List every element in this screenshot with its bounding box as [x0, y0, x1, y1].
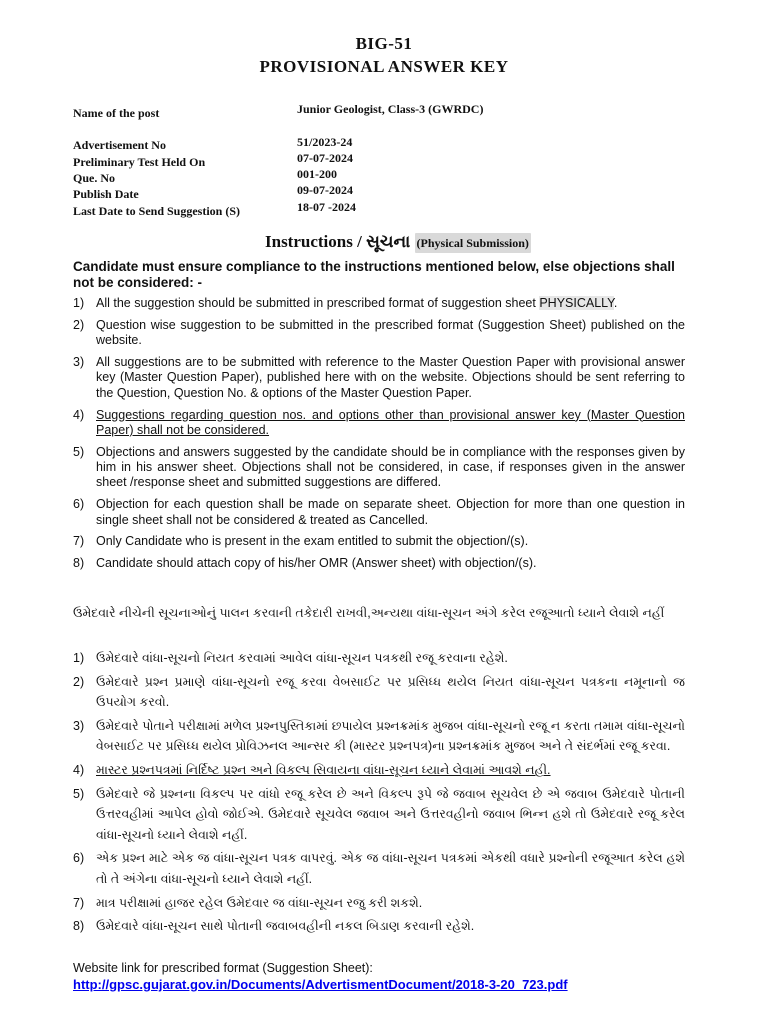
instructions-heading: [265, 232, 531, 252]
list-item: [73, 408, 685, 439]
list-item-text: ઉમેદવારે પ્રશ્ન પ્રમાણે વાંધા-સૂચનો રજૂ કરવા વેબસાઈટ પર પ્રસિધ્ધ થયેલ નિયત વાંધા-સૂચન પત્રકના નમૂનાનો જ ઉપયોગ કરવો.: [96, 674, 685, 710]
list-item-number: 8): [73, 556, 85, 571]
list-item: [73, 916, 685, 937]
list-item: [73, 672, 685, 713]
list-item-text: Candidate should attach copy of his/her OMR (Answer sheet) with objection/(s).: [96, 556, 537, 571]
list-item-text: ઉમેદવારે વાંધા-સૂચનો નિયત કરવામાં આવેલ વાંધા-સૂચન પત્રકથી રજૂ કરવાના રહેશે.: [96, 651, 508, 665]
meta-label-publish-date: Publish Date: [73, 187, 139, 201]
meta-value-test-date: 07-07-2024: [297, 151, 353, 165]
gujarati-instructions-intro: ઉમેદવારે નીચેની સૂચનાઓનું પાલન કરવાની તકેદારી રાખવી,અન્યથા વાંધા-સૂચન અંગે કરેલ રજૂઆતો ધ્યાને લેવાશે નહીં: [73, 606, 665, 620]
list-item-number: 2): [73, 674, 85, 689]
physical-submission-tag: (Physical Submission): [415, 233, 531, 253]
list-item-number: 5): [73, 444, 85, 459]
list-item-number: 6): [73, 497, 85, 512]
meta-value-post: Junior Geologist, Class-3 (GWRDC): [297, 102, 484, 116]
list-item: [73, 445, 685, 491]
list-item-text: Only Candidate who is present in the exam entitled to submit the objection/(s).: [96, 534, 529, 549]
list-item-text: Objection for each question shall be made on separate sheet. Objection for more than one question in single sheet shall not be considered & treated as Cancelled.: [96, 497, 685, 527]
list-item-number: 8): [73, 919, 85, 934]
list-item: [73, 556, 685, 571]
list-item-text: માત્ર પરીક્ષામાં હાજર રહેલ ઉમેદવાર જ વાંધા-સૂચન રજુ કરી શકશે.: [96, 895, 423, 910]
english-instructions-list: [73, 296, 685, 578]
list-item-text: All suggestions are to be submitted with reference to the Master Question Paper with provisional answer key (Master Question Paper), published here with on the website. Objections should be sent referring to the Question, Question No. & options of the Master Question Paper.: [96, 355, 685, 400]
list-item-number: 2): [73, 317, 85, 332]
list-item: [73, 318, 685, 349]
list-item-text: Question wise suggestion to be submitted in the prescribed format (Suggestion Sheet) published on the website.: [96, 317, 685, 348]
meta-value-advertisement: 51/2023-24: [297, 135, 353, 149]
website-link-label: Website link for prescribed format (Suggestion Sheet):: [73, 961, 373, 975]
list-item-number: 3): [73, 718, 85, 733]
list-item: [73, 893, 685, 914]
list-item: [73, 848, 685, 889]
list-item-number: 1): [73, 651, 85, 665]
list-item-text-underlined: માસ્ટર પ્રશ્નપત્રમાં નિર્દિષ્ટ પ્રશ્ન અને વિકલ્પ સિવાયના વાંધા-સૂચન ધ્યાને લેવામાં આવશે નહી.: [96, 762, 551, 777]
gujarati-instructions-list: [73, 648, 685, 940]
list-item: [73, 760, 685, 781]
list-item-number: 6): [73, 851, 85, 866]
list-item: [73, 716, 685, 757]
list-item-number: 3): [73, 355, 85, 370]
highlighted-word: PHYSICALLY: [539, 296, 614, 310]
list-item-text: Objections and answers suggested by the candidate should be in compliance with the responses given by him in his answer sheet. Objections shall not be considered, in case, if responses given in the answer sheet /response sheet and submitted suggestions are differed.: [96, 444, 685, 490]
list-item: [73, 534, 685, 549]
list-item-text: ઉમેદવારે પોતાને પરીક્ષામાં મળેલ પ્રશ્નપુસ્તિકામાં છપાયેલ પ્રશ્નક્રમાંક મુજબ વાંધા-સૂચનો રજૂ ન કરતા તમામ વાંધા-સૂચનો વેબસાઈટ પર પ્રસિધ્ધ થયેલ પ્રોવિઝનલ આન્સર કી (માસ્ટર પ્રશ્નપત્ર)ના પ્રશ્નક્રમાંક મુજબ અને તે સંદર્ભમાં રજૂ કરવા.: [96, 718, 685, 754]
list-item-text-underlined: Suggestions regarding question nos. and options other than provisional answer key (Master Question Paper) shall not be considered.: [96, 407, 685, 437]
list-item-number: 7): [73, 895, 85, 910]
meta-value-last-date: 18-07 -2024: [297, 200, 356, 214]
list-item-number: 4): [73, 407, 85, 422]
list-item: [73, 784, 685, 846]
meta-label-last-date: Last Date to Send Suggestion (S): [73, 204, 241, 218]
list-item: [73, 296, 685, 311]
list-item-text: All the suggestion should be submitted in prescribed format of suggestion sheet: [96, 296, 540, 310]
list-item-number: 7): [73, 534, 85, 549]
list-item-number: 4): [73, 762, 85, 777]
list-item: [73, 497, 685, 528]
instructions-heading-text: Instructions / સૂચના: [265, 232, 411, 251]
meta-label-que-no: Que. No: [73, 171, 115, 185]
meta-label-test-date: Preliminary Test Held On: [73, 155, 206, 169]
meta-value-que-no: 001-200: [297, 167, 337, 181]
list-item: [73, 355, 685, 401]
list-item-number: 1): [73, 296, 85, 310]
list-item-number: 5): [73, 786, 85, 801]
list-item: [73, 648, 685, 669]
meta-label-post: Name of the post: [73, 106, 160, 120]
suggestion-sheet-link[interactable]: http://gpsc.gujarat.gov.in/Documents/AdvertismentDocument/2018-3-20_723.pdf: [73, 977, 568, 992]
document-title: PROVISIONAL ANSWER KEY: [259, 57, 509, 76]
meta-label-advertisement: Advertisement No: [73, 138, 166, 152]
list-item-text: ઉમેદવારે જે પ્રશ્નના વિકલ્પ પર વાંધો રજૂ કરેલ છે અને વિકલ્પ રૂપે જે જવાબ સૂચવેલ છે એ જવાબ ઉમેદવારે પોતાની ઉત્તરવહીમાં આપેલ હોવો જોઈએ. ઉમેદવારે સૂચવેલ જવાબ અને ઉત્તરવહીનો જવાબ ભિન્ન હશે તો ઉમેદવારે રજૂ કરેલ વાંધા-સૂચનો ધ્યાને લેવાશે નહીં.: [96, 786, 685, 842]
list-item-text: ઉમેદવારે વાંધા-સૂચન સાથે પોતાની જવાબવહીની નકલ બિડાણ કરવાની રહેશે.: [96, 919, 475, 934]
document-code: BIG-51: [355, 34, 413, 53]
instructions-intro: Candidate must ensure compliance to the instructions mentioned below, else objections shall not be considered: -: [73, 259, 675, 290]
list-item-text: એક પ્રશ્ન માટે એક જ વાંધા-સૂચન પત્રક વાપરવું. એક જ વાંધા-સૂચન પત્રકમાં એકથી વધારે પ્રશ્નોની રજૂઆત કરેલ હશે તો તે અંગેના વાંધા-સૂચનો ધ્યાને લેવાશે નહીં.: [96, 851, 685, 886]
list-item-text-end: .: [613, 296, 618, 310]
meta-value-publish-date: 09-07-2024: [297, 183, 353, 197]
